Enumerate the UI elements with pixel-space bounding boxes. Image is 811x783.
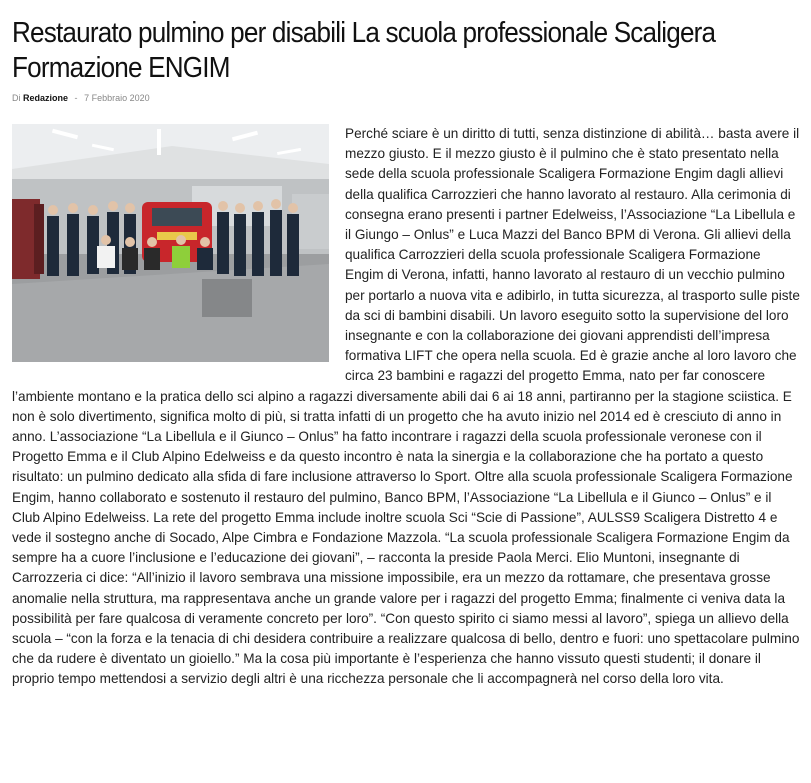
article-meta [12, 92, 800, 104]
group-photo-icon [12, 124, 329, 362]
article-title: Restaurato pulmino per disabili La scuola professionale Scaligera Formazione ENGIM [12, 17, 716, 84]
by-label: Di [12, 93, 21, 103]
author-link[interactable]: Redazione [23, 93, 69, 103]
article-body-text: Perché sciare è un diritto di tutti, senza distinzione di abilità… basta avere il mezzo giusto. E il mezzo giusto è il pulmino che è stato presentato nella sede della scuola professionale Scaligera Formazione Engim dagli allievi della qualifica Carrozzieri che hanno lavorato al restauro. Alla cerimonia di consegna erano presenti i partner Edelweiss, l’Associazione “La Libellula e il Giungo – Onlus” e Luca Mazzi del Banco BPM di Verona. Gli allievi della qualifica Carrozzieri della scuola professionale Scaligera Formazione Engim di Verona, infatti, hanno lavorato al restauro di un vecchio pulmino per portarlo a nuova vita e adibirlo, in tutta sicurezza, al trasporto sulle piste da sci di bambini disabili. Un lavoro eseguito sotto la supervisione del loro insegnante e con la collaborazione dei giovani apprendisti dell’impresa formativa LIFT che opera nella scuola. Ed è grazie anche al loro lavoro che circa 23 bambini e ragazzi del progetto Emma, nato per far conoscere l’ambiente montano e la pratica dello sci alpino a ragazzi diversamente abili dai 6 ai 18 anni, partiranno per la stagione sciistica. E non è solo divertimento, significa molto di più, si tratta infatti di un progetto che ha avuto inizio nel 2014 ed è cresciuto di anno in anno. L’associazione “La Libellula e il Giunco – Onlus” ha fatto incontrare i ragazzi della scuola professionale veronese con il Progetto Emma e il Club Alpino Edelweiss e da questo incontro è nata la sinergia e la collaborazione che ha portato a questo risultato: un pulmino dedicato alla sfida di fare inclusione attraverso lo Sport. Oltre alla scuola professionale Scaligera Formazione Engim, hanno collaborato e sostenuto il restauro del pulmino, Banco BPM, l’Associazione “La Libellula e il Giunco – Onlus” e il Club Alpino Edelweiss. La rete del progetto Emma include inoltre scuola Sci “Scie di Passione”, AULSS9 Scaligera Distretto 4 e vede il sostegno anche di Socado, Alpe Cimbra e Fondazione Mazzola. “La scuola professionale Scaligera Formazione Engim da sempre ha a cuore l’inclusione e l’educazione dei giovani”, – racconta la preside Paola Merci. Elio Muntoni, insegnante di Carrozzeria ci dice: “All’inizio il lavoro sembrava una missione impossibile, era un mezzo da rottamare, che presentava grosse anomalie nella struttura, ma rappresentava anche un grande valore per i ragazzi del progetto Emma; finalmente ci veniva data la possibilità per fare qualcosa di veramente concreto per loro”. “Con questo spirito ci siamo messi al lavoro”, spiega un allievo della scuola – “con la forza e la tenacia di chi desidera contribuire a realizzare qualcosa di bello, dentro e fuori: uno spettacolare pulmino che da rudere è diventato un gioiello.” Ma la cosa più importante è l’esperienza che hanno vissuto questi studenti; il donare il proprio tempo mettendosi a servizio degli altri è una ricchezza personale che li accompagnerà nel corso della loro vita. [12, 126, 800, 687]
publish-date: 7 Febbraio 2020 [84, 93, 150, 103]
article-body [12, 124, 800, 690]
article [12, 16, 800, 690]
article-photo [12, 124, 329, 362]
meta-separator: - [74, 93, 78, 103]
